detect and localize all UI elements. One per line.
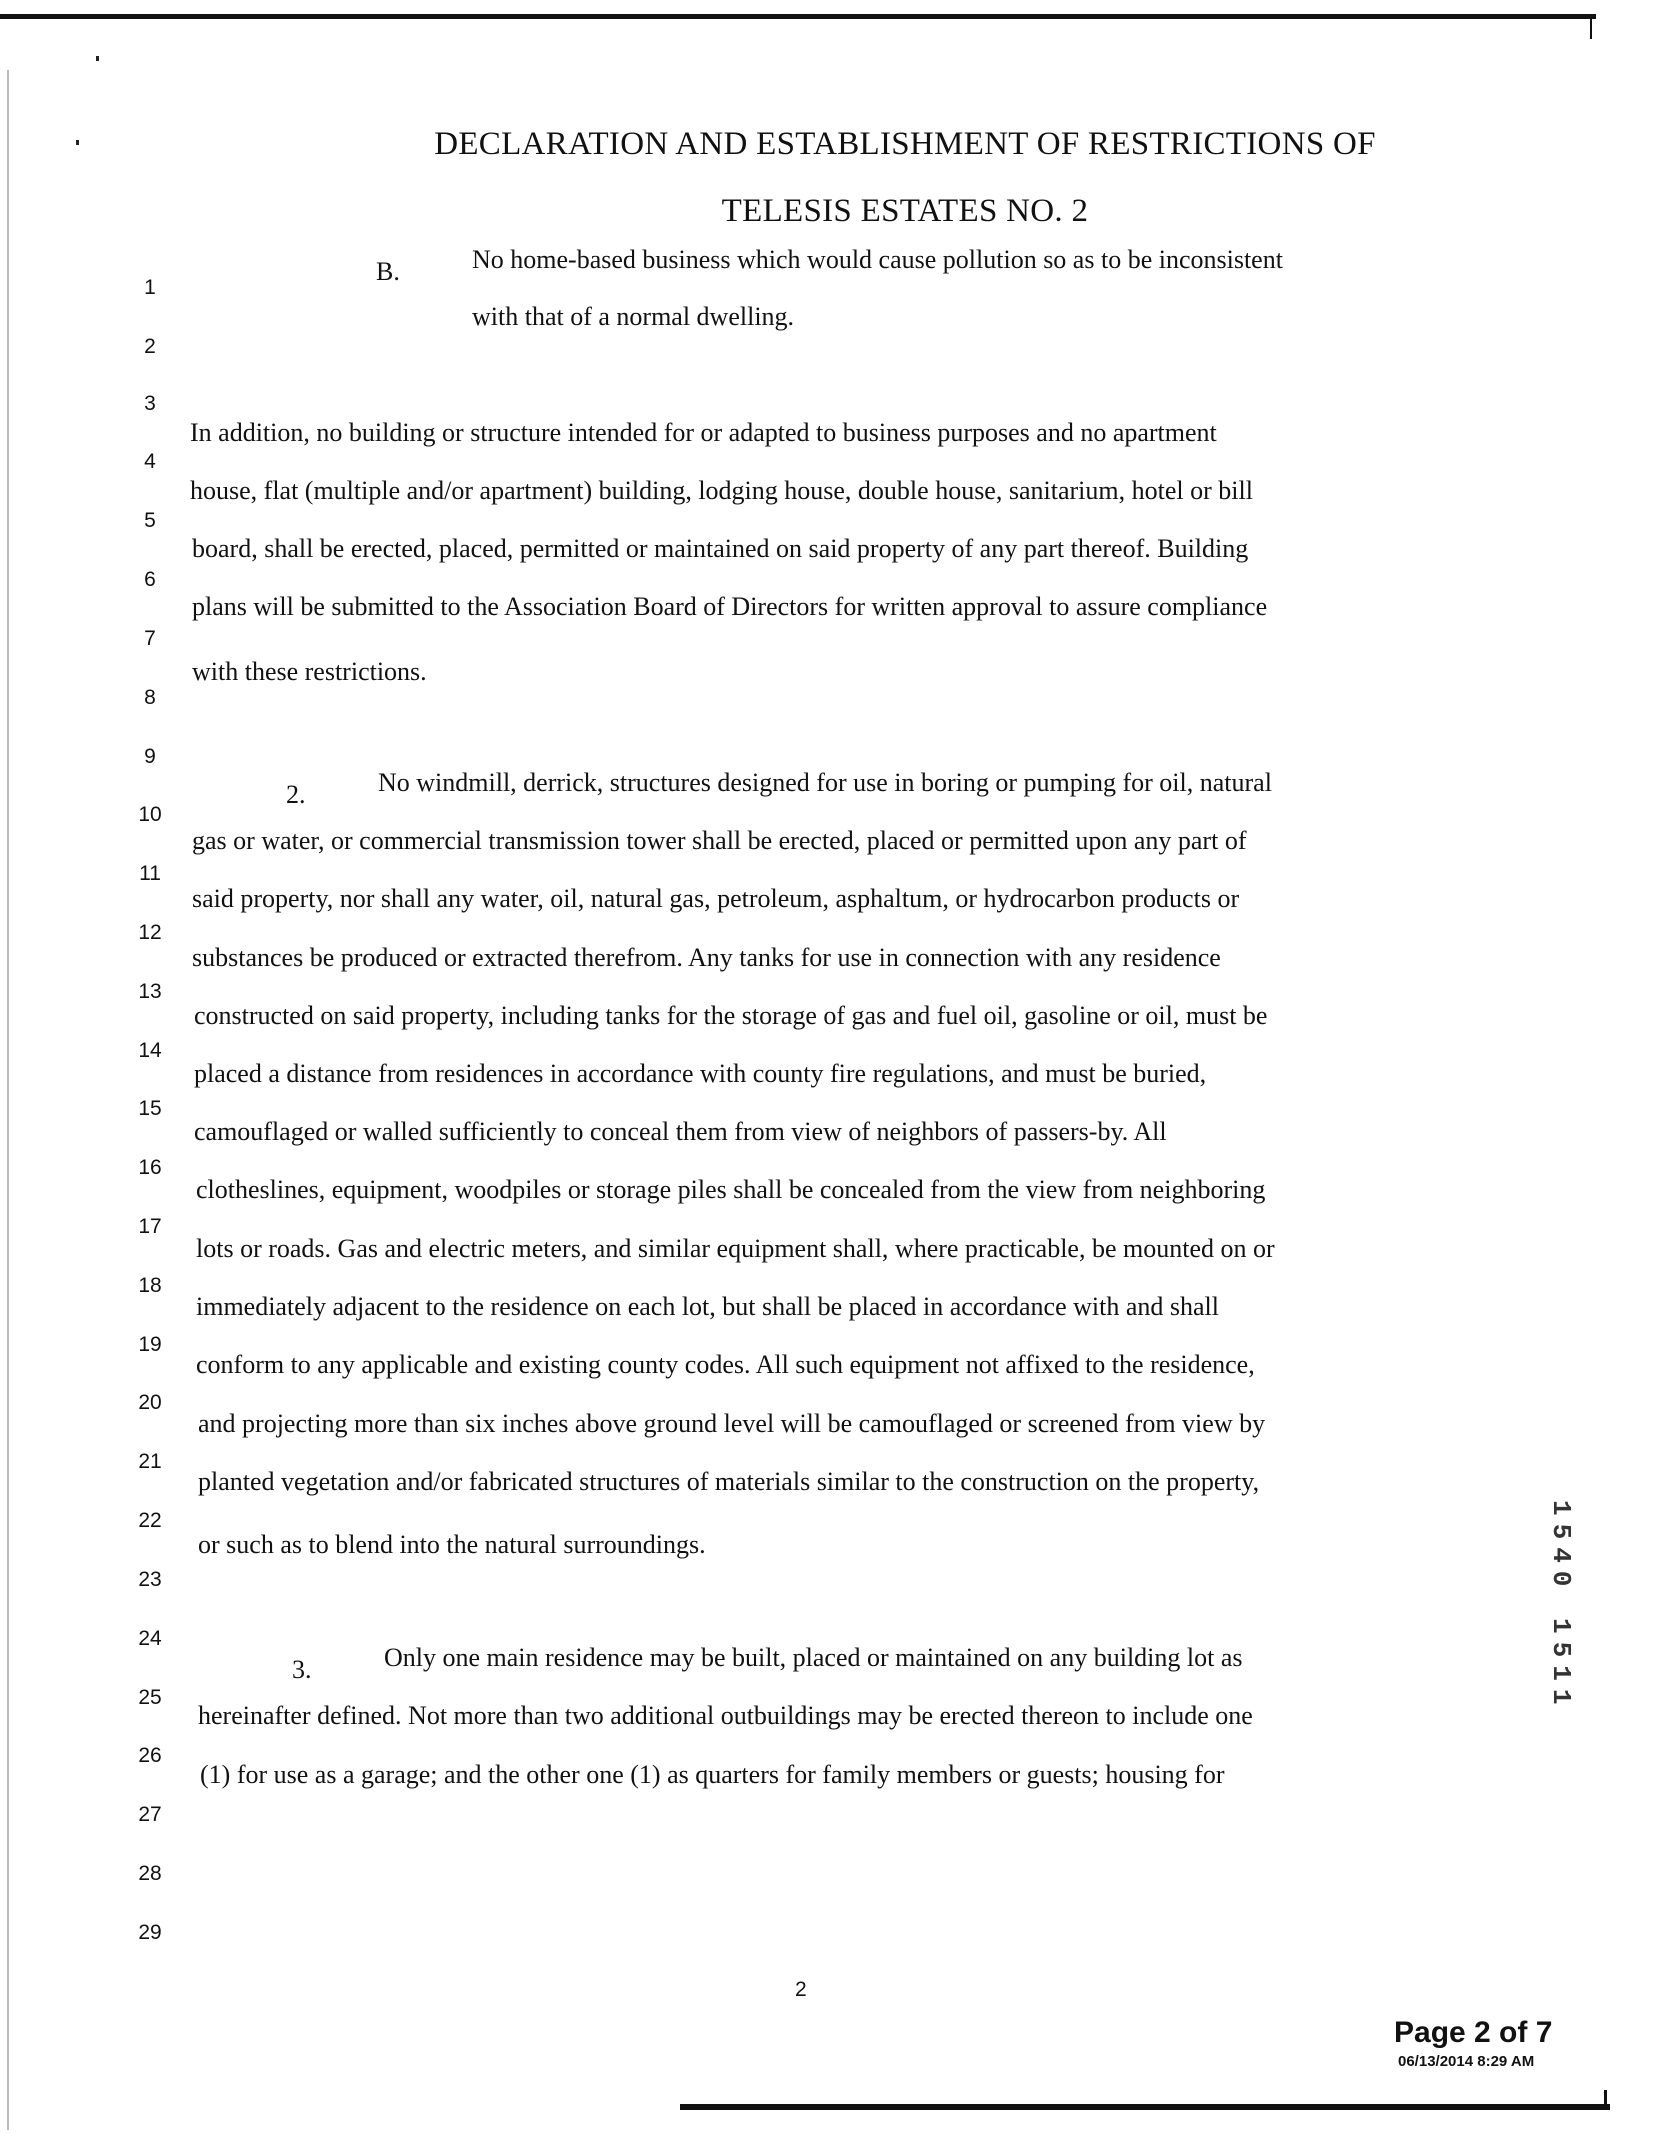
line-number: 16 bbox=[138, 1156, 162, 1179]
top-border-line bbox=[0, 14, 1596, 19]
line-number: 14 bbox=[138, 1039, 162, 1062]
paragraph-line: house, flat (multiple and/or apartment) building, lodging house, double house, sanitarium, hotel or bill bbox=[190, 476, 1253, 505]
section-2-line: conform to any applicable and existing county codes. All such equipment not affixed to the residence, bbox=[196, 1350, 1255, 1379]
section-2-line: substances be produced or extracted therefrom. Any tanks for use in connection with any residence bbox=[192, 943, 1221, 972]
paragraph-line: In addition, no building or structure intended for or adapted to business purposes and no apartment bbox=[190, 418, 1217, 447]
top-border-tick bbox=[1590, 14, 1592, 39]
paragraph-line: plans will be submitted to the Association Board of Directors for written approval to assure compliance bbox=[192, 592, 1268, 621]
left-border-line bbox=[7, 70, 9, 2130]
section-2-line: placed a distance from residences in accordance with county fire regulations, and must be buried, bbox=[194, 1059, 1207, 1088]
recorder-page-stamp: Page 2 of 7 bbox=[1394, 2016, 1553, 2049]
scan-speck bbox=[96, 56, 99, 61]
section-2-number: 2. bbox=[286, 780, 306, 809]
item-b-text-line: with that of a normal dwelling. bbox=[472, 302, 795, 331]
item-b-label: B. bbox=[376, 257, 400, 286]
line-number: 10 bbox=[138, 803, 162, 826]
line-number: 22 bbox=[138, 1509, 162, 1532]
line-number: 4 bbox=[144, 450, 156, 473]
section-2-line: planted vegetation and/or fabricated structures of materials similar to the construction on the property, bbox=[198, 1467, 1260, 1496]
line-number: 28 bbox=[138, 1862, 162, 1885]
line-number: 11 bbox=[139, 862, 161, 885]
line-number: 7 bbox=[144, 627, 156, 650]
section-2-line: said property, nor shall any water, oil, natural gas, petroleum, asphaltum, or hydrocarbon products or bbox=[192, 884, 1240, 913]
line-number: 17 bbox=[138, 1215, 162, 1238]
line-number: 13 bbox=[138, 980, 162, 1003]
line-number: 8 bbox=[144, 686, 156, 709]
line-number: 27 bbox=[138, 1803, 162, 1826]
section-2-line: immediately adjacent to the residence on each lot, but shall be placed in accordance with and shall bbox=[196, 1292, 1219, 1321]
line-number: 12 bbox=[138, 921, 162, 944]
recorder-date-stamp: 06/13/2014 8:29 AM bbox=[1398, 2053, 1535, 2070]
line-number: 24 bbox=[138, 1627, 162, 1650]
section-2-line: constructed on said property, including tanks for the storage of gas and fuel oil, gasoline or oil, must be bbox=[194, 1001, 1268, 1030]
line-number: 1 bbox=[144, 276, 156, 299]
section-3-line: hereinafter defined. Not more than two additional outbuildings may be erected thereon to include one bbox=[198, 1701, 1253, 1730]
document-title-line-2: TELESIS ESTATES NO. 2 bbox=[721, 193, 1089, 229]
section-2-line: and projecting more than six inches above ground level will be camouflaged or screened from view by bbox=[198, 1409, 1266, 1438]
section-3-number: 3. bbox=[292, 1655, 312, 1684]
section-3-line: Only one main residence may be built, placed or maintained on any building lot as bbox=[384, 1643, 1243, 1672]
paragraph-line: board, shall be erected, placed, permitted or maintained on said property of any part thereof. Building bbox=[192, 534, 1249, 563]
section-2-line: camouflaged or walled sufficiently to conceal them from view of neighbors of passers-by. All bbox=[194, 1117, 1167, 1146]
section-2-line: lots or roads. Gas and electric meters, and similar equipment shall, where practicable, be mounted on or bbox=[196, 1234, 1275, 1263]
recording-number-text: 1540 1511 bbox=[1546, 1500, 1576, 1713]
line-number: 2 bbox=[144, 335, 156, 358]
line-number: 21 bbox=[138, 1450, 162, 1473]
line-number: 3 bbox=[144, 392, 156, 415]
section-2-line: gas or water, or commercial transmission tower shall be erected, placed or permitted upon any part of bbox=[192, 826, 1247, 855]
section-3-line: (1) for use as a garage; and the other one (1) as quarters for family members or guests; housing for bbox=[200, 1760, 1225, 1789]
line-number: 18 bbox=[138, 1274, 162, 1297]
item-b-text-line: No home-based business which would cause pollution so as to be inconsistent bbox=[472, 245, 1283, 274]
line-number: 29 bbox=[138, 1921, 162, 1944]
recording-number-margin-mark bbox=[1548, 1500, 1584, 1830]
section-2-line: clotheslines, equipment, woodpiles or storage piles shall be concealed from the view from neighboring bbox=[196, 1175, 1266, 1204]
line-number: 15 bbox=[138, 1097, 162, 1120]
bottom-border-tick bbox=[1604, 2090, 1607, 2106]
line-number: 20 bbox=[138, 1391, 162, 1414]
line-number: 26 bbox=[138, 1744, 162, 1767]
line-number: 25 bbox=[138, 1686, 162, 1709]
page-number: 2 bbox=[795, 1978, 807, 2001]
bottom-border-line bbox=[680, 2104, 1610, 2110]
paragraph-line: with these restrictions. bbox=[192, 657, 427, 686]
line-number: 5 bbox=[144, 509, 156, 532]
document-title-line-1: DECLARATION AND ESTABLISHMENT OF RESTRICTIONS OF bbox=[434, 126, 1376, 162]
section-2-line: or such as to blend into the natural surroundings. bbox=[198, 1530, 706, 1559]
line-number: 9 bbox=[144, 745, 156, 768]
line-number: 19 bbox=[138, 1333, 162, 1356]
line-number: 6 bbox=[144, 568, 156, 591]
section-2-line: No windmill, derrick, structures designed for use in boring or pumping for oil, natural bbox=[378, 768, 1272, 797]
line-number: 23 bbox=[138, 1568, 162, 1591]
